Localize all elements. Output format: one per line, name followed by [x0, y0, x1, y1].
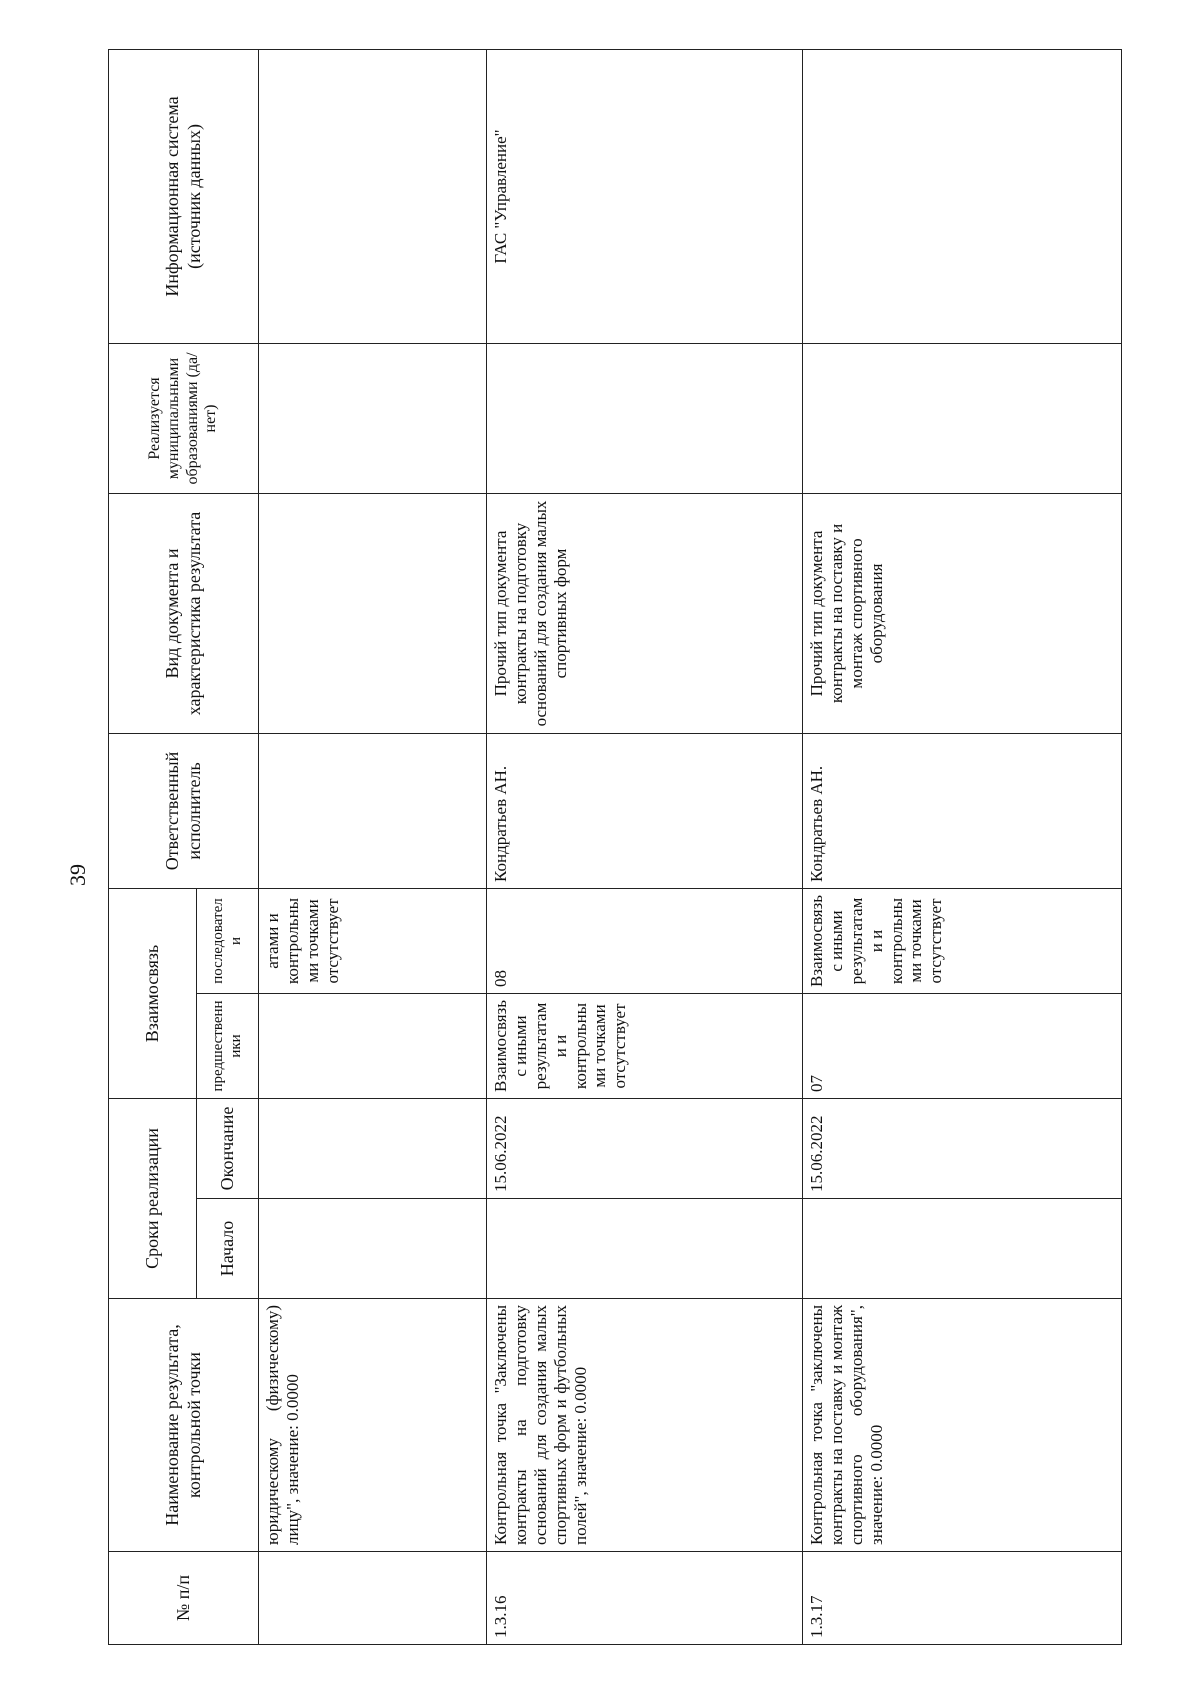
- row-system: [803, 49, 1122, 343]
- row-predecessors: Взаимосвязь с иными результатами и контрольными точками отсутствует: [487, 993, 803, 1098]
- header-document: Вид документа и характеристика результата: [109, 493, 259, 733]
- rotated-table-container: [108, 50, 1121, 1645]
- row-num: 1.3.16: [487, 1552, 803, 1645]
- row-num: 1.3.17: [803, 1552, 1122, 1645]
- results-table: [108, 49, 1122, 1645]
- header-start: Начало: [197, 1199, 259, 1299]
- row-start: [487, 1199, 803, 1299]
- row-system: [259, 49, 487, 343]
- header-municipal: Реализуется муниципальными образованиями (да/нет): [109, 343, 259, 493]
- row-name: юридическому (физическому) лицу", значение: 0.0000: [259, 1299, 487, 1552]
- header-link: Взаимосвязь: [109, 888, 197, 1098]
- row-name: Контрольная точка "Заключены контракты на подготовку оснований для создания малых спортивных форм и футбольных полей", значение: 0.0000: [487, 1299, 803, 1552]
- header-name: Наименование результата, контрольной точки: [109, 1299, 259, 1552]
- row-end: [259, 1098, 487, 1198]
- table-row: [487, 49, 803, 1644]
- row-predecessors: 07: [803, 993, 1122, 1098]
- row-municipal: [487, 343, 803, 493]
- row-municipal: [803, 343, 1122, 493]
- row-successors: Взаимосвязь с иными результатами и контрольными точками отсутствует: [803, 888, 1122, 993]
- table-row: [259, 49, 487, 1644]
- row-end: 15.06.2022: [487, 1098, 803, 1198]
- row-name: Контрольная точка "заключены контракты на поставку и монтаж спортивного оборудования", значение: 0.0000: [803, 1299, 1122, 1552]
- page-number: 39: [65, 864, 90, 886]
- row-start: [803, 1199, 1122, 1299]
- row-predecessors: [259, 993, 487, 1098]
- header-responsible: Ответственный исполнитель: [109, 733, 259, 888]
- row-responsible: Кондратьев АН.: [803, 733, 1122, 888]
- header-end: Окончание: [197, 1098, 259, 1198]
- row-document: Прочий тип документа контракты на поставку и монтаж спортивного оборудования: [803, 493, 1122, 733]
- row-successors: атами и контрольными точками отсутствует: [259, 888, 487, 993]
- row-end: 15.06.2022: [803, 1098, 1122, 1198]
- row-municipal: [259, 343, 487, 493]
- row-successors: 08: [487, 888, 803, 993]
- row-document: [259, 493, 487, 733]
- row-num: [259, 1552, 487, 1645]
- header-successors: последователи: [197, 888, 259, 993]
- table-row: [803, 49, 1122, 1644]
- header-row-1: [109, 49, 197, 1644]
- header-predecessors: предшественники: [197, 993, 259, 1098]
- header-terms: Сроки реализации: [109, 1098, 197, 1298]
- row-start: [259, 1199, 487, 1299]
- header-num: № п/п: [109, 1552, 259, 1645]
- row-system: ГАС "Управление": [487, 49, 803, 343]
- header-system: Информационная система (источник данных): [109, 49, 259, 343]
- row-responsible: [259, 733, 487, 888]
- row-document: Прочий тип документа контракты на подготовку оснований для создания малых спортивных форм: [487, 493, 803, 733]
- row-responsible: Кондратьев АН.: [487, 733, 803, 888]
